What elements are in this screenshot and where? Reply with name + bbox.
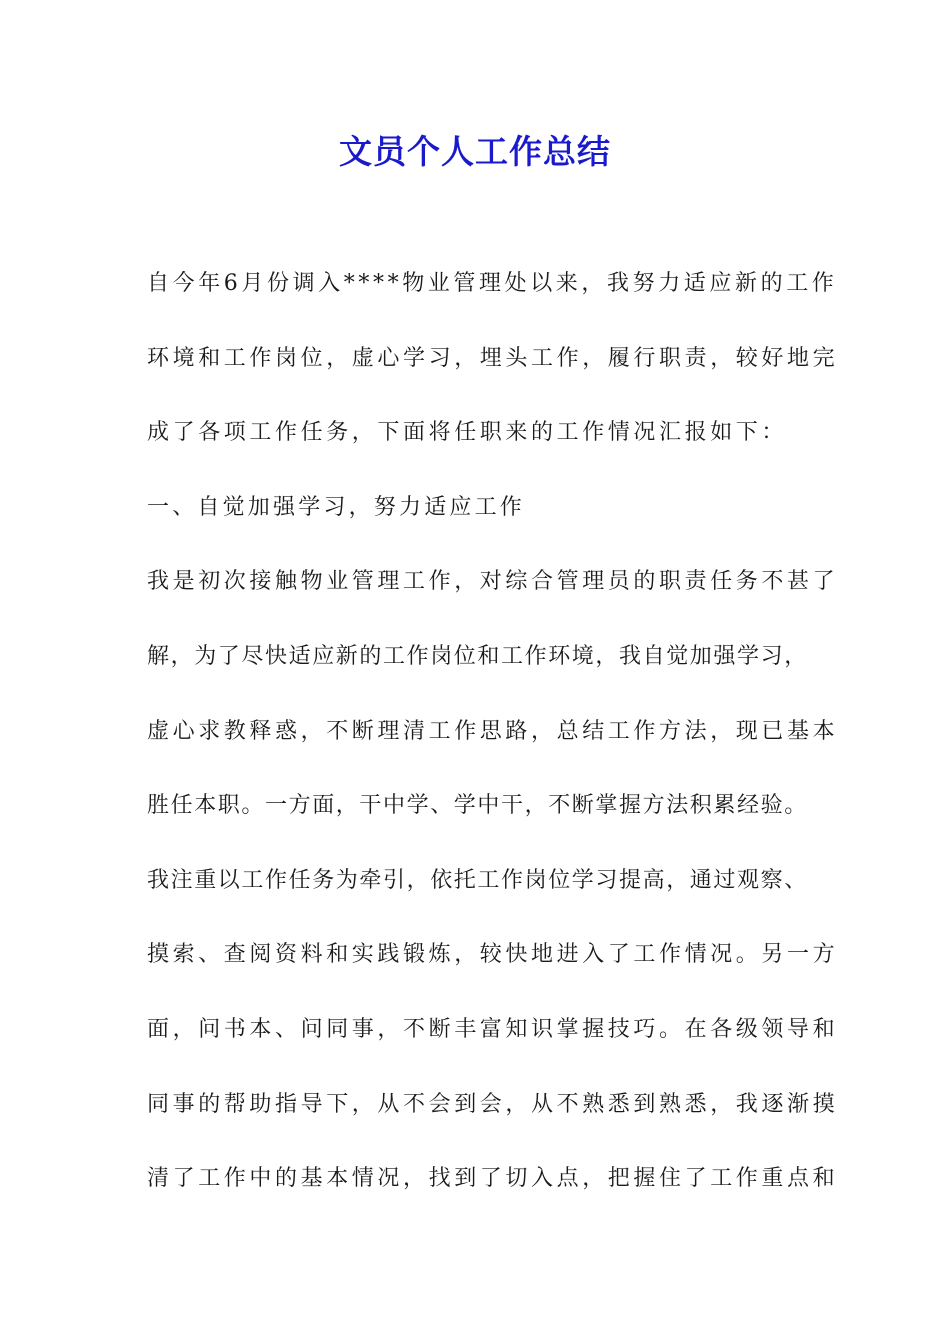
- document-body: [147, 262, 839, 1232]
- body-line: 同事的帮助指导下，从不会到会，从不熟悉到熟悉，我逐渐摸: [147, 1091, 839, 1117]
- body-line: 虚心求教释惑，不断理清工作思路，总结工作方法，现已基本: [147, 718, 839, 744]
- body-line: 摸索、查阅资料和实践锻炼，较快地进入了工作情况。另一方: [147, 942, 839, 968]
- document-title: 文员个人工作总结: [339, 132, 611, 171]
- body-line: 我注重以工作任务为牵引，依托工作岗位学习提高，通过观察、: [147, 867, 808, 893]
- body-line: 环境和工作岗位，虚心学习，埋头工作，履行职责，较好地完: [147, 345, 839, 371]
- body-line: 解，为了尽快适应新的工作岗位和工作环境，我自觉加强学习，: [147, 643, 808, 669]
- body-line: 成了各项工作任务，下面将任职来的工作情况汇报如下：: [147, 420, 788, 446]
- body-line: 清了工作中的基本情况，找到了切入点，把握住了工作重点和: [147, 1166, 839, 1192]
- section-heading: 一、自觉加强学习，努力适应工作: [147, 494, 526, 520]
- body-line: 胜任本职。一方面，干中学、学中干，不断掌握方法积累经验。: [147, 793, 808, 819]
- body-line: 我是初次接触物业管理工作，对综合管理员的职责任务不甚了: [147, 569, 839, 595]
- body-line: 面，问书本、问同事，不断丰富知识掌握技巧。在各级领导和: [147, 1016, 839, 1042]
- body-line: 自今年6月份调入****物业管理处以来，我努力适应新的工作: [147, 271, 838, 296]
